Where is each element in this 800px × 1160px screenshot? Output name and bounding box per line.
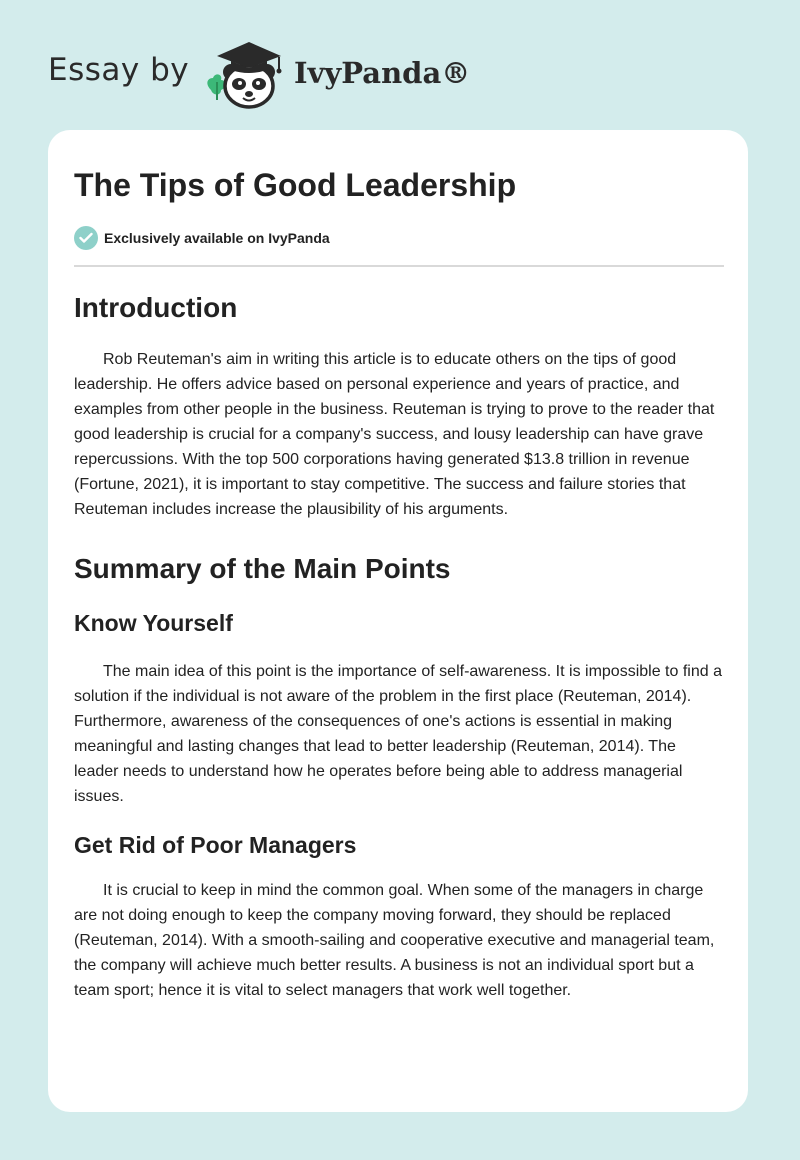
essay-by-label: Essay by (48, 52, 190, 88)
heading-introduction: Introduction (74, 292, 238, 323)
heading-summary: Summary of the Main Points (74, 553, 451, 584)
brand-name[interactable]: IvyPanda® (294, 56, 471, 90)
essay-title: The Tips of Good Leadership (74, 167, 517, 203)
exclusive-badge (74, 225, 724, 251)
panda-logo-icon[interactable] (203, 34, 293, 110)
check-circle-icon (74, 226, 98, 250)
site-header (48, 34, 548, 110)
paragraph-get-rid-of-poor-managers: It is crucial to keep in mind the common goal. When some of the managers in charge are not doing enough to keep the company moving forward, they should be replaced (Reuteman, 2014). With a smooth-sailing and cooperative executive and managerial team, the company will achieve much better results. A business is not an individual sport but a team sport; hence it is vital to select managers that work well together. (74, 882, 715, 999)
essay-card (48, 130, 748, 1112)
title-divider (74, 265, 724, 267)
essay-content (74, 130, 724, 1003)
paragraph-introduction: Rob Reuteman's aim in writing this article is to educate others on the tips of good leadership. He offers advice based on personal experience and years of practice, and examples from other people in the business. Reuteman is trying to prove to the reader that good leadership is crucial for a company's success, and lousy leadership can have grave repercussions. With the top 500 corporations having generated $13.8 trillion in revenue (Fortune, 2021), it is important to stay competitive. The success and failure stories that Reuteman includes increase the plausibility of his arguments. (74, 351, 715, 518)
heading-know-yourself: Know Yourself (74, 610, 233, 636)
heading-get-rid-of-poor-managers: Get Rid of Poor Managers (74, 832, 357, 858)
paragraph-know-yourself: The main idea of this point is the importance of self-awareness. It is impossible to find a solution if the individual is not aware of the problem in the first place (Reuteman, 2014). Furthermore, awareness of the consequences of one's actions is essential in making meaningful and lasting changes that lead to better leadership (Reuteman, 2014). The leader needs to understand how he operates before being able to address managerial issues. (74, 663, 722, 805)
badge-label: Exclusively available on IvyPanda (104, 230, 330, 246)
